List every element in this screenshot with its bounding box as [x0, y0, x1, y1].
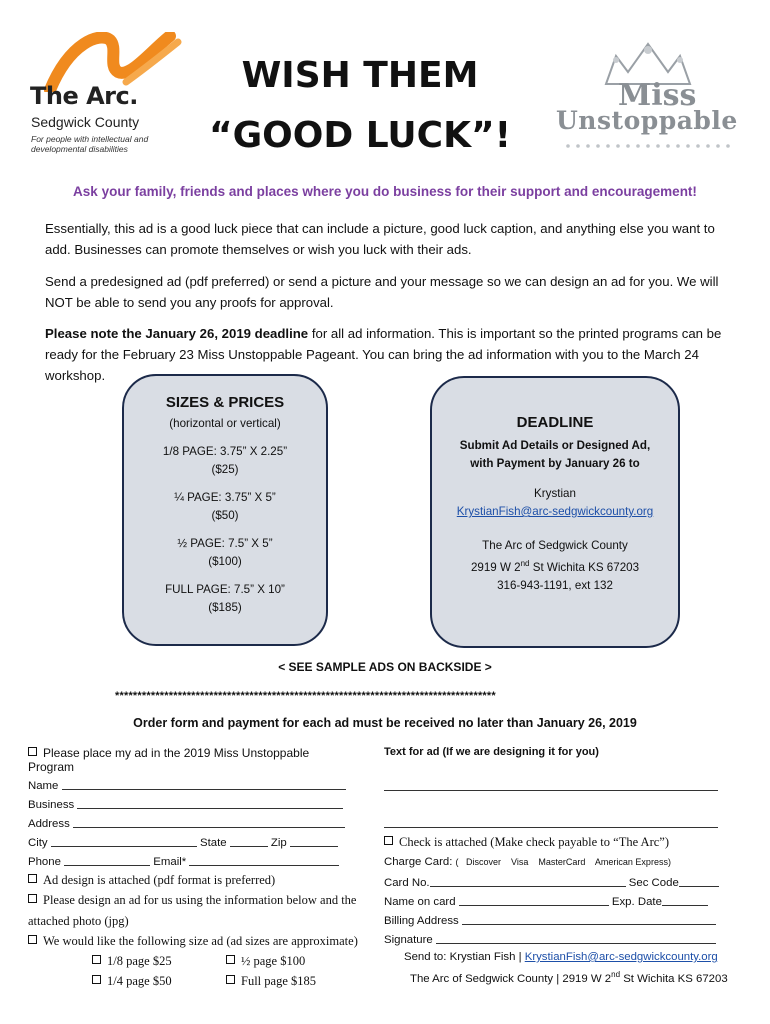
- divider-stars: *************************************************************************************: [115, 690, 496, 702]
- subtitle: Ask your family, friends and places where you do business for their support and encouragement!: [73, 184, 697, 199]
- charge-card-options[interactable]: ( Discover Visa MasterCard American Express): [455, 857, 671, 867]
- ad-attached-label: Ad design is attached (pdf format is preferred): [43, 873, 276, 887]
- option-half-page[interactable]: [226, 954, 305, 969]
- sec-code-label: Sec Code: [628, 877, 679, 889]
- design-ad-label-cont: attached photo (jpg): [28, 914, 129, 928]
- option-full-page[interactable]: [226, 974, 316, 989]
- size-item: [124, 489, 326, 525]
- text-for-ad-label: Text for ad (If we are designing it for you): [384, 746, 599, 758]
- footer-address-part: St Wichita KS 67203: [620, 972, 728, 985]
- option-eighth-label: 1/8 page $25: [107, 954, 172, 968]
- exp-date-input-line[interactable]: [662, 894, 708, 906]
- arc-logo-county: Sedgwick County: [31, 114, 140, 130]
- footer-address: [410, 970, 750, 985]
- billing-address-row[interactable]: [384, 913, 724, 927]
- size-item: [124, 535, 326, 571]
- option-quarter-page[interactable]: [92, 974, 172, 989]
- title-line-2: “GOOD LUCK”!: [208, 115, 512, 156]
- email-label: Email*: [153, 856, 187, 868]
- deadline-line-1: Submit Ad Details or Designed Ad,: [459, 439, 651, 452]
- sample-ads-note: < SEE SAMPLE ADS ON BACKSIDE >: [278, 660, 492, 674]
- size-price: ($185): [208, 601, 242, 614]
- sizes-heading: SIZES & PRICES: [165, 394, 285, 411]
- ad-text-line[interactable]: [384, 790, 718, 791]
- footer-address-ordinal: nd: [611, 970, 621, 979]
- checkbox-icon[interactable]: [28, 894, 37, 903]
- arc-logo-name: The Arc.: [30, 82, 138, 110]
- deadline-note-rest: for all ad information. This is important so the printed programs can be ready for the February 23 Miss Unstoppable Pageant. You can bring the ad information with you to the March 24 workshop.: [45, 326, 722, 383]
- arc-logo: [30, 36, 190, 156]
- place-ad-option[interactable]: [28, 746, 358, 774]
- check-attached-label: Check is attached (Make check payable to “The Arc”): [399, 835, 670, 849]
- miss-logo-line2: Unstoppable: [556, 106, 738, 135]
- size-label: FULL PAGE: 7.5” X 10”: [165, 583, 285, 596]
- send-to-row: [404, 951, 744, 963]
- order-notice: Order form and payment for each ad must be received no later than January 26, 2019: [133, 716, 637, 730]
- charge-card-label: Charge Card:: [384, 856, 456, 868]
- deadline-contact: Krystian: [534, 487, 576, 500]
- intro-paragraph: Essentially, this ad is a good luck piece that can include a picture, good luck caption, and anything else you want to add. Businesses can promote themselves or wish you luck with their ads.: [45, 221, 715, 257]
- phone-email-fields[interactable]: [28, 854, 358, 868]
- address-rest: St Wichita KS 67203: [529, 560, 640, 574]
- signature-input-line[interactable]: [436, 932, 716, 944]
- size-preference-label: We would like the following size ad (ad sizes are approximate): [43, 934, 358, 948]
- checkbox-icon[interactable]: [28, 935, 37, 944]
- sizes-prices-box: [122, 374, 328, 646]
- ad-text-line[interactable]: [384, 827, 718, 828]
- deadline-address: [432, 555, 678, 577]
- size-item: [124, 443, 326, 479]
- deadline-line-2: with Payment by January 26 to: [470, 457, 640, 470]
- size-item: [124, 581, 326, 617]
- state-input-line[interactable]: [230, 835, 268, 847]
- arc-logo-tagline: For people with intellectual and developmental disabilities: [31, 134, 149, 154]
- name-on-card-row[interactable]: [384, 894, 724, 908]
- city-input-line[interactable]: [51, 835, 197, 847]
- size-price: ($100): [208, 555, 242, 568]
- send-to-label: Send to: Krystian Fish |: [404, 951, 525, 963]
- email-input-line[interactable]: [189, 854, 339, 866]
- business-field[interactable]: [28, 797, 358, 811]
- deadline-org: The Arc of Sedgwick County: [482, 539, 628, 552]
- design-ad-label: Please design an ad for us using the information below and the: [43, 893, 357, 907]
- checkbox-icon[interactable]: [92, 955, 101, 964]
- charge-card-row: [384, 856, 724, 868]
- card-number-row[interactable]: [384, 875, 724, 889]
- size-price: ($25): [211, 463, 239, 476]
- place-ad-label: Please place my ad in the 2019 Miss Unstoppable Program: [28, 746, 310, 774]
- deadline-heading: DEADLINE: [516, 414, 594, 431]
- name-input-line[interactable]: [62, 778, 346, 790]
- checkbox-icon[interactable]: [28, 874, 37, 883]
- check-attached-option[interactable]: [384, 835, 724, 850]
- name-field[interactable]: [28, 778, 358, 792]
- signature-label: Signature: [384, 934, 433, 946]
- name-on-card-label: Name on card: [384, 896, 456, 908]
- design-ad-option[interactable]: [28, 893, 368, 908]
- address-street-number: 2919 W 2: [470, 560, 521, 574]
- signature-row[interactable]: [384, 932, 724, 946]
- ad-attached-option[interactable]: [28, 873, 358, 888]
- page-title: [200, 46, 520, 166]
- city-label: City: [28, 837, 48, 849]
- send-to-email-link[interactable]: KrystianFish@arc-sedgwickcounty.org: [524, 951, 718, 963]
- business-label: Business: [28, 799, 75, 811]
- checkbox-icon[interactable]: [226, 975, 235, 984]
- size-preference: [28, 934, 374, 949]
- submission-paragraph: Send a predesigned ad (pdf preferred) or send a picture and your message so we can design an ad for you. We will NOT be able to send you any proofs for approval.: [45, 274, 719, 310]
- option-eighth-page[interactable]: [92, 954, 172, 969]
- address-input-line[interactable]: [73, 816, 345, 828]
- state-label: State: [199, 837, 227, 849]
- phone-input-line[interactable]: [64, 854, 150, 866]
- name-label: Name: [28, 780, 59, 792]
- phone-label: Phone: [28, 856, 61, 868]
- name-on-card-input-line[interactable]: [459, 894, 609, 906]
- title-line-1: WISH THEM: [241, 55, 479, 96]
- address-label: Address: [28, 818, 70, 830]
- deadline-note-bold: Please note the January 26, 2019 deadline: [45, 326, 309, 341]
- business-input-line[interactable]: [77, 797, 343, 809]
- zip-input-line[interactable]: [290, 835, 338, 847]
- option-half-label: ½ page $100: [241, 954, 306, 968]
- footer-address-part: The Arc of Sedgwick County | 2919 W 2: [410, 972, 612, 985]
- size-label: ¼ PAGE: 3.75” X 5”: [174, 491, 276, 504]
- deadline-box: [430, 376, 680, 648]
- miss-logo-line1: Miss: [618, 78, 697, 113]
- checkbox-icon[interactable]: [384, 836, 393, 845]
- checkbox-icon[interactable]: [28, 747, 37, 756]
- size-label: 1/8 PAGE: 3.75” X 2.25”: [162, 445, 288, 458]
- city-state-zip-fields[interactable]: [28, 835, 358, 849]
- card-number-input-line[interactable]: [430, 875, 626, 887]
- miss-unstoppable-logo: [548, 38, 748, 168]
- card-number-label: Card No.: [384, 877, 430, 889]
- checkbox-icon[interactable]: [92, 975, 101, 984]
- sec-code-input-line[interactable]: [679, 875, 719, 887]
- billing-address-input-line[interactable]: [462, 913, 716, 925]
- deadline-phone: 316-943-1191, ext 132: [497, 578, 613, 592]
- size-label: ½ PAGE: 7.5” X 5”: [177, 537, 273, 550]
- checkbox-icon[interactable]: [226, 955, 235, 964]
- size-price: ($50): [211, 509, 239, 522]
- address-ordinal: nd: [520, 559, 530, 568]
- billing-address-label: Billing Address: [384, 915, 459, 927]
- option-full-label: Full page $185: [241, 974, 316, 988]
- deadline-email-link[interactable]: KrystianFish@arc-sedgwickcounty.org: [456, 505, 654, 518]
- exp-date-label: Exp. Date: [611, 896, 662, 908]
- zip-label: Zip: [270, 837, 287, 849]
- option-quarter-label: 1/4 page $50: [107, 974, 172, 988]
- sizes-note: (horizontal or vertical): [169, 417, 281, 430]
- address-field[interactable]: [28, 816, 358, 830]
